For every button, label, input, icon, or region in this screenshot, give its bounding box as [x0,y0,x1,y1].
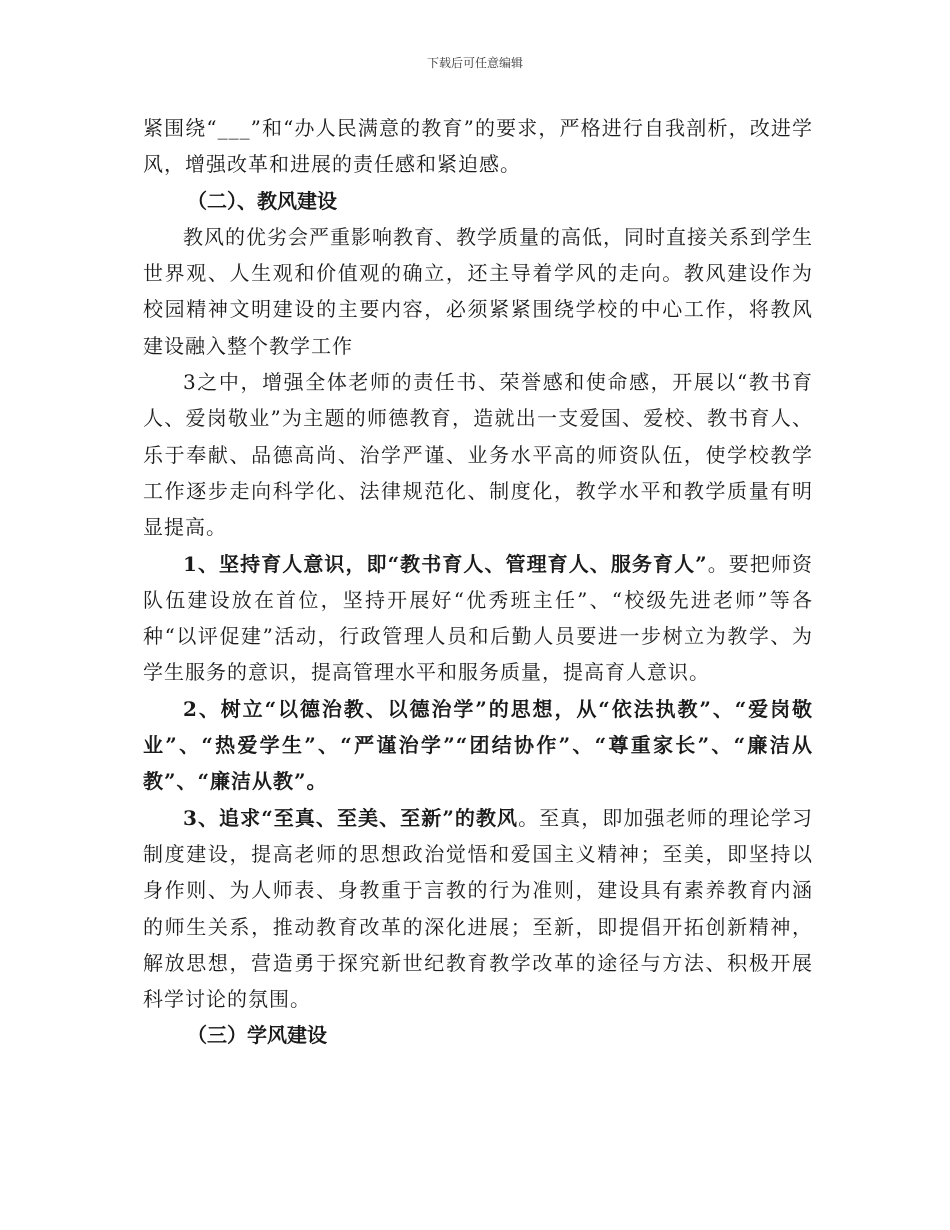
list-item-1 [143,546,813,691]
section-heading-study-style: （三）学风建设 [187,1023,327,1048]
list-item-3-title: 3、追求“至真、至美、至新”的教风 [183,805,519,830]
paragraph-teaching-style-intro: 教风的优劣会严重影响教育、教学质量的高低，同时直接关系到学生世界观、人生观和价值观的确立，还主导着学风的走向。教风建设作为校园精神文明建设的主要内容，必须紧紧围绕学校的中心工作，将教风建设融入整个教学工作 [143,224,813,358]
list-item-1-body: 。要把师资队伍建设放在首位，坚持开展好“优秀班主任”、“校级先进老师”等各种“以评促建”活动，行政管理人员和后勤人员要进一步树立为教学、为学生服务的意识，提高管理水平和服务质量，提高育人意识。 [143,551,814,685]
list-item-3-body: 。至真，即加强老师的理论学习制度建设，提高老师的思想政治觉悟和爱国主义精神；至美，即坚持以身作则、为人师表、身教重于言教的行为准则，建设具有素养教育内涵的师生关系，推动教育改革的深化进展；至新，即提倡开拓创新精神，解放思想，营造勇于探究新世纪教育教学改革的途径与方法、积极开展科学讨论的氛围。 [143,805,813,1012]
section-heading-teaching-style: （二）、教风建设 [187,188,337,213]
list-item-3 [143,800,813,1018]
list-item-2: 2、树立“以德治教、以德治学”的思想，从“依法执教”、“爱岗敬业”、“热爱学生”、“严谨治学”“团结协作”、“尊重家长”、“廉洁从教”、“廉洁从教”。 [143,696,813,794]
page-header-note: 下载后可任意编辑 [426,56,523,70]
paragraph-teaching-style-goals: 3之中，增强全体老师的责任书、荣誉感和使命感，开展以“教书育人、爱岗敬业”为主题的师德教育，造就出一支爱国、爱校、教书育人、乐于奉献、品德高尚、治学严谨、业务水平高的师资队伍，使学校教学工作逐步走向科学化、法律规范化、制度化，教学水平和教学质量有明显提高。 [143,370,813,540]
document-body [143,110,813,1054]
paragraph-continuation: 紧围绕“___”和“办人民满意的教育”的要求，严格进行自我剖析，改进学风，增强改革和进展的责任感和紧迫感。 [143,116,813,177]
list-item-1-title: 1、坚持育人意识，即“教书育人、管理育人、服务育人” [183,551,708,576]
